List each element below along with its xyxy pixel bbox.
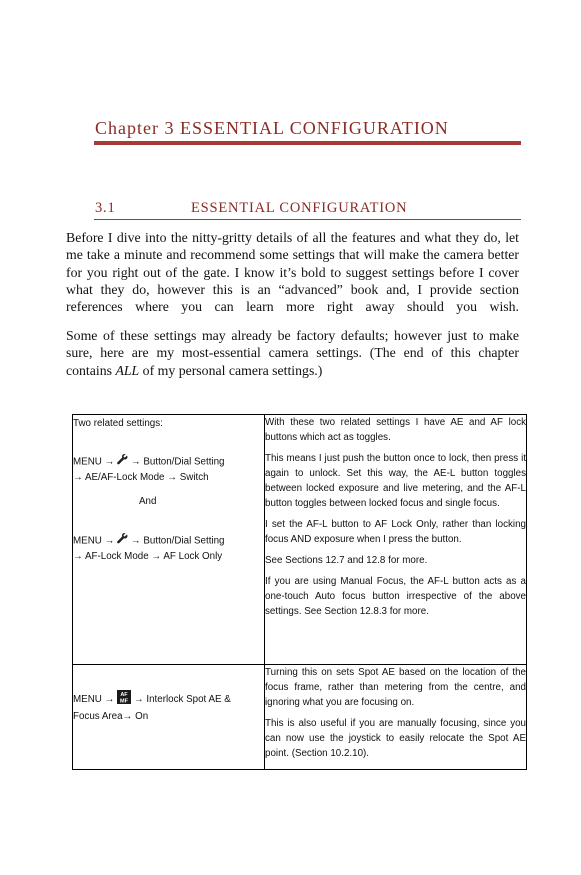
setting-intro: Two related settings:: [73, 418, 163, 429]
setting-cell: [73, 665, 265, 770]
table-row: [73, 665, 527, 770]
explanation-paragraph: See Sections 12.7 and 12.8 for more.: [265, 555, 428, 566]
defaults-paragraph-end: of my personal camera settings.): [139, 362, 323, 378]
menu-path-3: [73, 690, 264, 744]
chapter-rule: [94, 141, 521, 145]
explanation-paragraph: This is also useful if you are manually focusing, since you can now use the joystick to easily relocate the Spot AE point. (Section 10.2.10).: [265, 718, 526, 759]
menu-path-text: → Interlock Spot AE &: [133, 694, 231, 706]
menu-path-line2: → AF-Lock Mode → AF Lock Only: [73, 551, 223, 562]
wrench-icon: [117, 533, 128, 549]
section-title: ESSENTIAL CONFIGURATION: [191, 200, 408, 216]
section-rule: [94, 219, 521, 220]
menu-path-line2: Focus Area→ On: [73, 711, 149, 722]
explanation-cell: [265, 665, 527, 770]
explanation-cell: [265, 415, 527, 665]
menu-path-text: → Button/Dial Setting: [130, 456, 225, 468]
emphasis-all: ALL: [115, 362, 140, 378]
menu-label: MENU: [73, 535, 102, 547]
intro-paragraph: Before I dive into the nitty-gritty details of all the features and what they do, let me take a minute and recommend some settings that will make the camera better for you right out of the gate. I know it’s bold to suggest settings before I cover what they do, however this is an “advanced” book and, I provide section references where you can learn more right away should you wish.: [66, 230, 519, 315]
af-mf-icon: [117, 690, 131, 709]
section-heading: [95, 200, 521, 217]
menu-path-text: → Button/Dial Setting: [130, 535, 225, 547]
explanation-paragraph: With these two related settings I have AE and AF lock buttons which act as toggles.: [265, 417, 526, 443]
defaults-paragraph: [66, 327, 519, 379]
menu-path-2: MENU → → Button/Dial Setting → AF-Lock Mode → AF Lock Only: [73, 533, 264, 564]
explanation-paragraph: I set the AF-L button to AF Lock Only, rather than locking focus AND exposure when I press the button.: [265, 519, 526, 545]
section-number: 3.1: [95, 200, 116, 216]
chapter-title: Chapter 3 ESSENTIAL CONFIGURATION: [95, 118, 449, 138]
explanation-paragraph: If you are using Manual Focus, the AF-L button acts as a one-touch Auto focus button irrespective of the above settings. See Section 12.8.3 for more.: [265, 576, 526, 617]
explanation-paragraph: This means I just push the button once to lock, then press it again to unlock. Set this way, the AE-L button toggles between locked exposure and live metering, and the AF-L button toggles between locked focus and single focus.: [265, 453, 526, 509]
explanation-paragraph: Turning this on sets Spot AE based on the location of the focus frame, rather than metering from the centre, and ignoring what you are focusing on.: [265, 667, 526, 708]
setting-cell: [73, 415, 265, 665]
and-block: [73, 493, 264, 533]
setting-intro-block: [73, 415, 264, 454]
and-label: And: [139, 496, 157, 507]
menu-path-1: MENU → → Button/Dial Setting → AE/AF-Lock Mode → Switch: [73, 454, 264, 493]
table-row: [73, 415, 527, 665]
defaults-paragraph-text: Some of these settings may already be factory defaults; however just to make sure, here are my most-essential camera settings. (The end of this chapter contains: [66, 328, 519, 378]
menu-path-line2: → AE/AF-Lock Mode → Switch: [73, 472, 209, 483]
svg-text:AF: AF: [120, 692, 128, 698]
svg-text:MF: MF: [120, 698, 129, 704]
settings-table: [72, 414, 527, 770]
menu-label: MENU →: [73, 694, 115, 706]
menu-label: MENU: [73, 456, 102, 468]
wrench-icon: [117, 454, 128, 470]
